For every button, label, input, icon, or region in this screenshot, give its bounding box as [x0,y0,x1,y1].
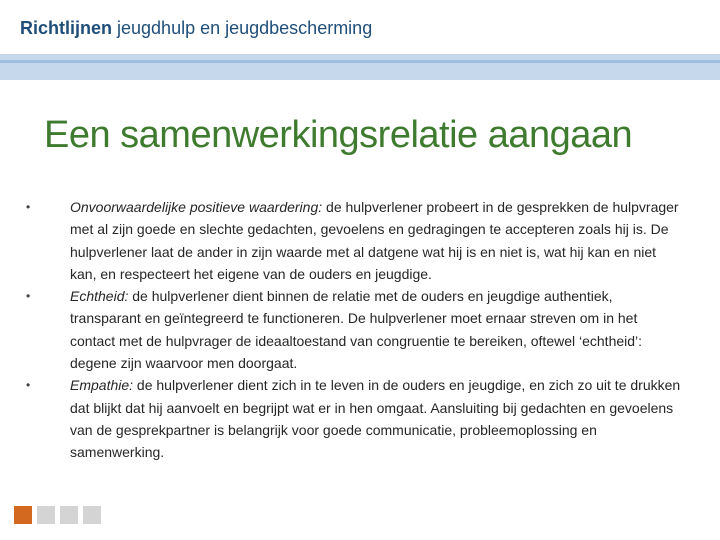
header-band-line [0,60,720,63]
bullet-item [26,285,686,374]
bullet-text: de hulpverlener dient zich in te leven in de ouders en jeugdige, en zich zo uit te drukken dat blijkt dat hij aanvoelt en begrijpt wat er in hen omgaat. Aansluiting bij gedachten en gevoelens van de gesprekpartner is belangrijk voor goede communicatie, probleemoplossing en samenwerking. [70,377,681,461]
bullet-text: de hulpverlener dient binnen de relatie met de ouders en jeugdige authentiek, transparant en geïntegreerd te functioneren. De hulpverlener moet ernaar streven om in het contact met de hulpvrager de ideaaltoestand van congruentie te bereiken, oftewel ‘echtheid’: degene zijn waarvoor men doorgaat. [70,288,643,372]
square-icon-accent [14,506,32,524]
bullet-list [26,196,686,464]
brand-logo-text [20,18,372,39]
bullet-text: de hulpverlener probeert in de gesprekken de hulpvrager met al zijn goede en slechte gedachten, gevoelens en gedragingen te accepteren zoals hij is. De hulpverlener laat de ander in zijn waarde met al datgene wat hij is en niet is, wat hij kan en niet kan, en respecteert het eigene van de ouders en jeugdige. [70,199,679,282]
bullet-icon: • [26,378,31,393]
bullet-item [26,374,686,463]
bullet-term: Echtheid: [70,288,129,305]
bullet-item [26,196,686,285]
slide-title: Een samenwerkingsrelatie aangaan [44,114,633,156]
brand-name-bold: Richtlijnen [20,18,113,38]
header-bar [0,0,720,54]
bullet-icon: • [26,289,31,304]
bullet-term: Empathie: [70,377,134,394]
bullet-icon: • [26,200,31,214]
square-icon [83,506,101,524]
header-band [0,54,720,80]
brand-name-rest: jeugdhulp en jeugdbescherming [112,18,373,38]
bullet-term: Onvoorwaardelijke positieve waardering: [70,199,323,215]
square-icon [60,506,78,524]
square-icon [37,506,55,524]
